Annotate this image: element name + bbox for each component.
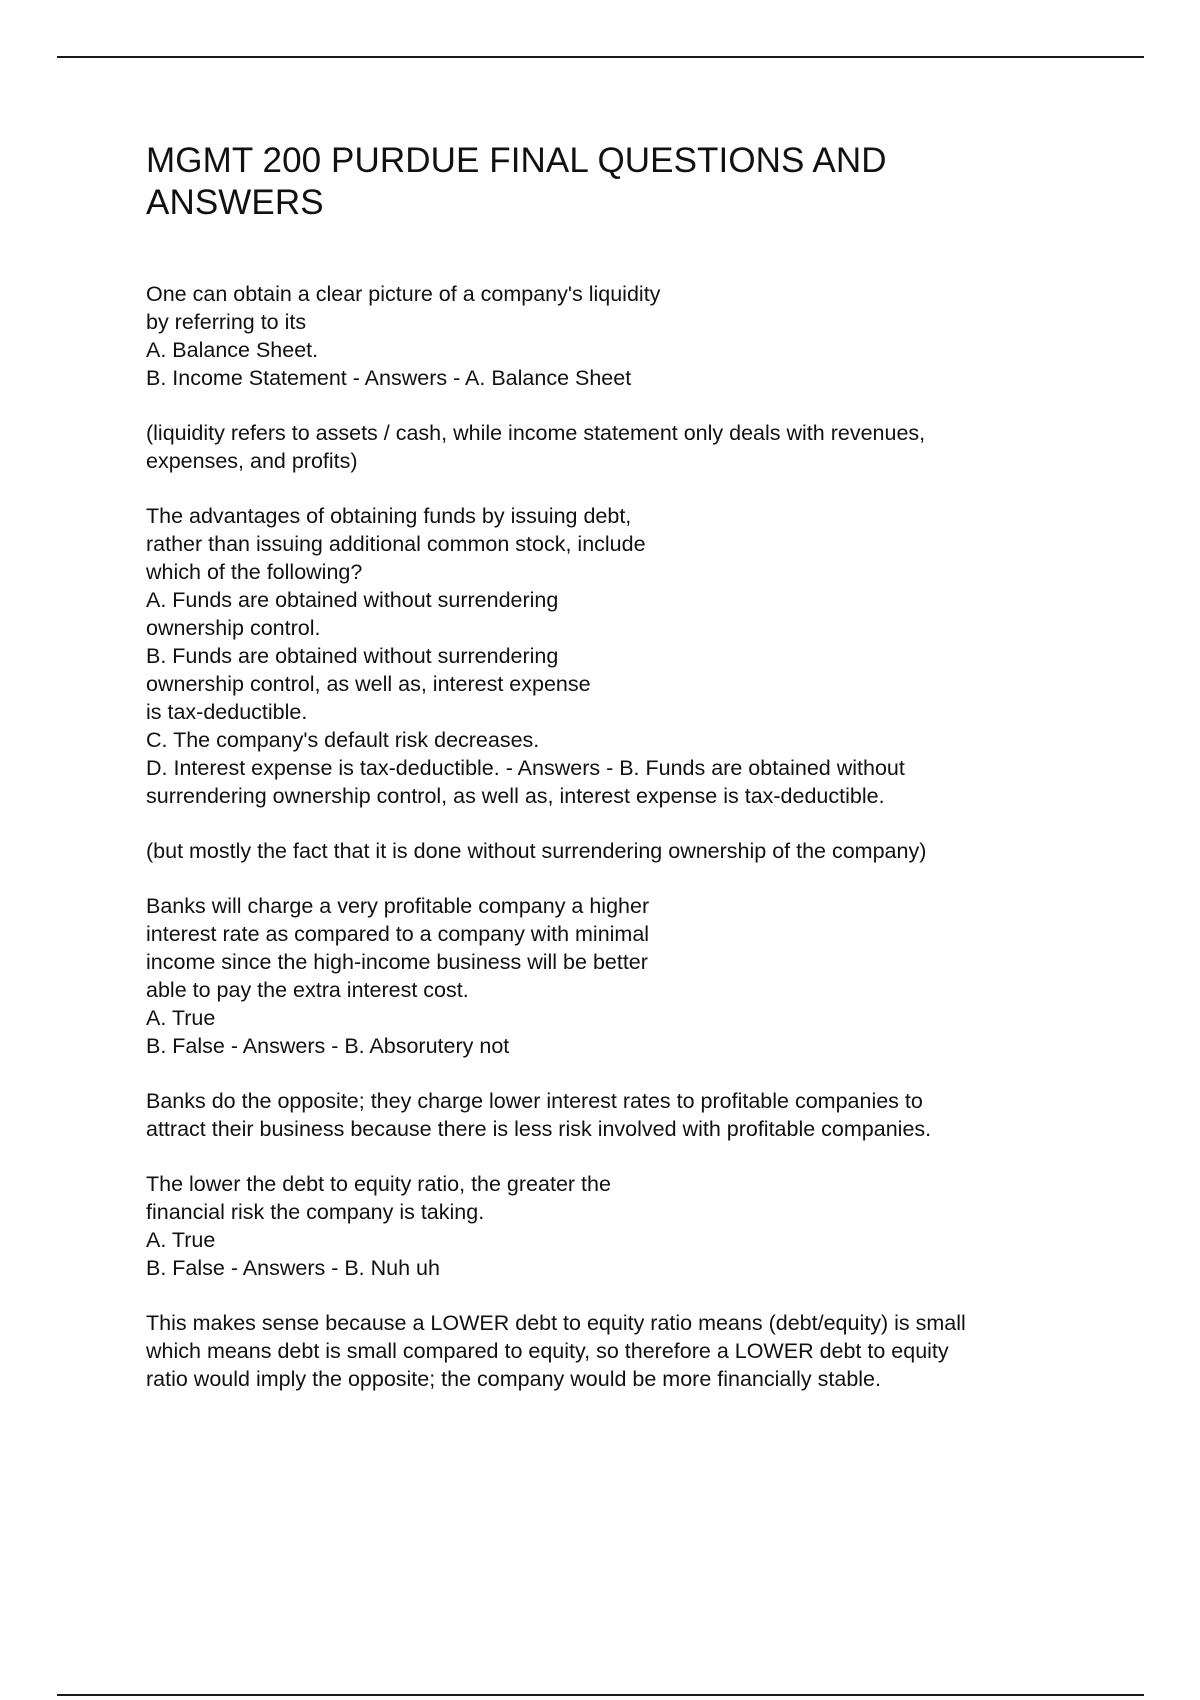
question-line: which of the following? (146, 560, 363, 584)
explanation-line: which means debt is small compared to equity, so therefore a LOWER debt to equity (146, 1339, 949, 1363)
explanation-line: ratio would imply the opposite; the company would be more financially stable. (146, 1367, 881, 1391)
document-title: MGMT 200 PURDUE FINAL QUESTIONS AND ANSWERS (146, 141, 887, 222)
block-spacer (146, 1060, 1106, 1087)
page-top-rule (57, 56, 1144, 58)
question-line: income since the high-income business will be better (146, 950, 648, 974)
question-line: A. True (146, 1228, 216, 1252)
question-line: A. Balance Sheet. (146, 338, 319, 362)
block-spacer (146, 475, 1106, 502)
question-line: ownership control. (146, 616, 321, 640)
question-line: is tax-deductible. (146, 700, 308, 724)
block-spacer (146, 1143, 1106, 1170)
explanation-block (146, 1309, 1106, 1393)
question-line: surrendering ownership control, as well as, interest expense is tax-deductible. (146, 784, 885, 808)
explanation-line: attract their business because there is less risk involved with profitable companies. (146, 1117, 932, 1141)
question-block (146, 1170, 1106, 1282)
question-line: The lower the debt to equity ratio, the greater the (146, 1172, 611, 1196)
question-line: interest rate as compared to a company with minimal (146, 922, 650, 946)
block-spacer (146, 392, 1106, 419)
explanation-block (146, 1087, 1106, 1143)
question-line: D. Interest expense is tax-deductible. - Answers - B. Funds are obtained without (146, 756, 905, 780)
question-line: B. False - Answers - B. Nuh uh (146, 1256, 440, 1280)
explanation-block (146, 837, 1106, 865)
explanation-line: expenses, and profits) (146, 449, 358, 473)
explanation-line: This makes sense because a LOWER debt to equity ratio means (debt/equity) is small (146, 1311, 966, 1335)
explanation-block (146, 419, 1106, 475)
block-spacer (146, 1282, 1106, 1309)
question-line: ownership control, as well as, interest expense (146, 672, 591, 696)
question-line: The advantages of obtaining funds by issuing debt, (146, 504, 632, 528)
question-block (146, 502, 1106, 810)
question-line: able to pay the extra interest cost. (146, 978, 469, 1002)
question-line: Banks will charge a very profitable company a higher (146, 894, 650, 918)
question-block (146, 892, 1106, 1060)
document-body (146, 140, 1106, 1393)
question-line: rather than issuing additional common stock, include (146, 532, 646, 556)
block-spacer (146, 865, 1106, 892)
question-line: A. Funds are obtained without surrendering (146, 588, 559, 612)
question-line: financial risk the company is taking. (146, 1200, 485, 1224)
explanation-line: (liquidity refers to assets / cash, while income statement only deals with revenues, (146, 421, 926, 445)
question-block (146, 280, 1106, 392)
question-line: B. False - Answers - B. Absorutery not (146, 1034, 510, 1058)
question-line: by referring to its (146, 310, 307, 334)
explanation-line: Banks do the opposite; they charge lower interest rates to profitable companies to (146, 1089, 923, 1113)
page-bottom-rule (57, 1694, 1144, 1696)
question-line: B. Income Statement - Answers - A. Balance Sheet (146, 366, 632, 390)
question-line: One can obtain a clear picture of a company's liquidity (146, 282, 661, 306)
explanation-line: (but mostly the fact that it is done without surrendering ownership of the company) (146, 839, 927, 863)
question-line: C. The company's default risk decreases. (146, 728, 540, 752)
question-line: B. Funds are obtained without surrendering (146, 644, 559, 668)
block-spacer (146, 810, 1106, 837)
question-line: A. True (146, 1006, 216, 1030)
qa-list (146, 280, 1106, 1393)
